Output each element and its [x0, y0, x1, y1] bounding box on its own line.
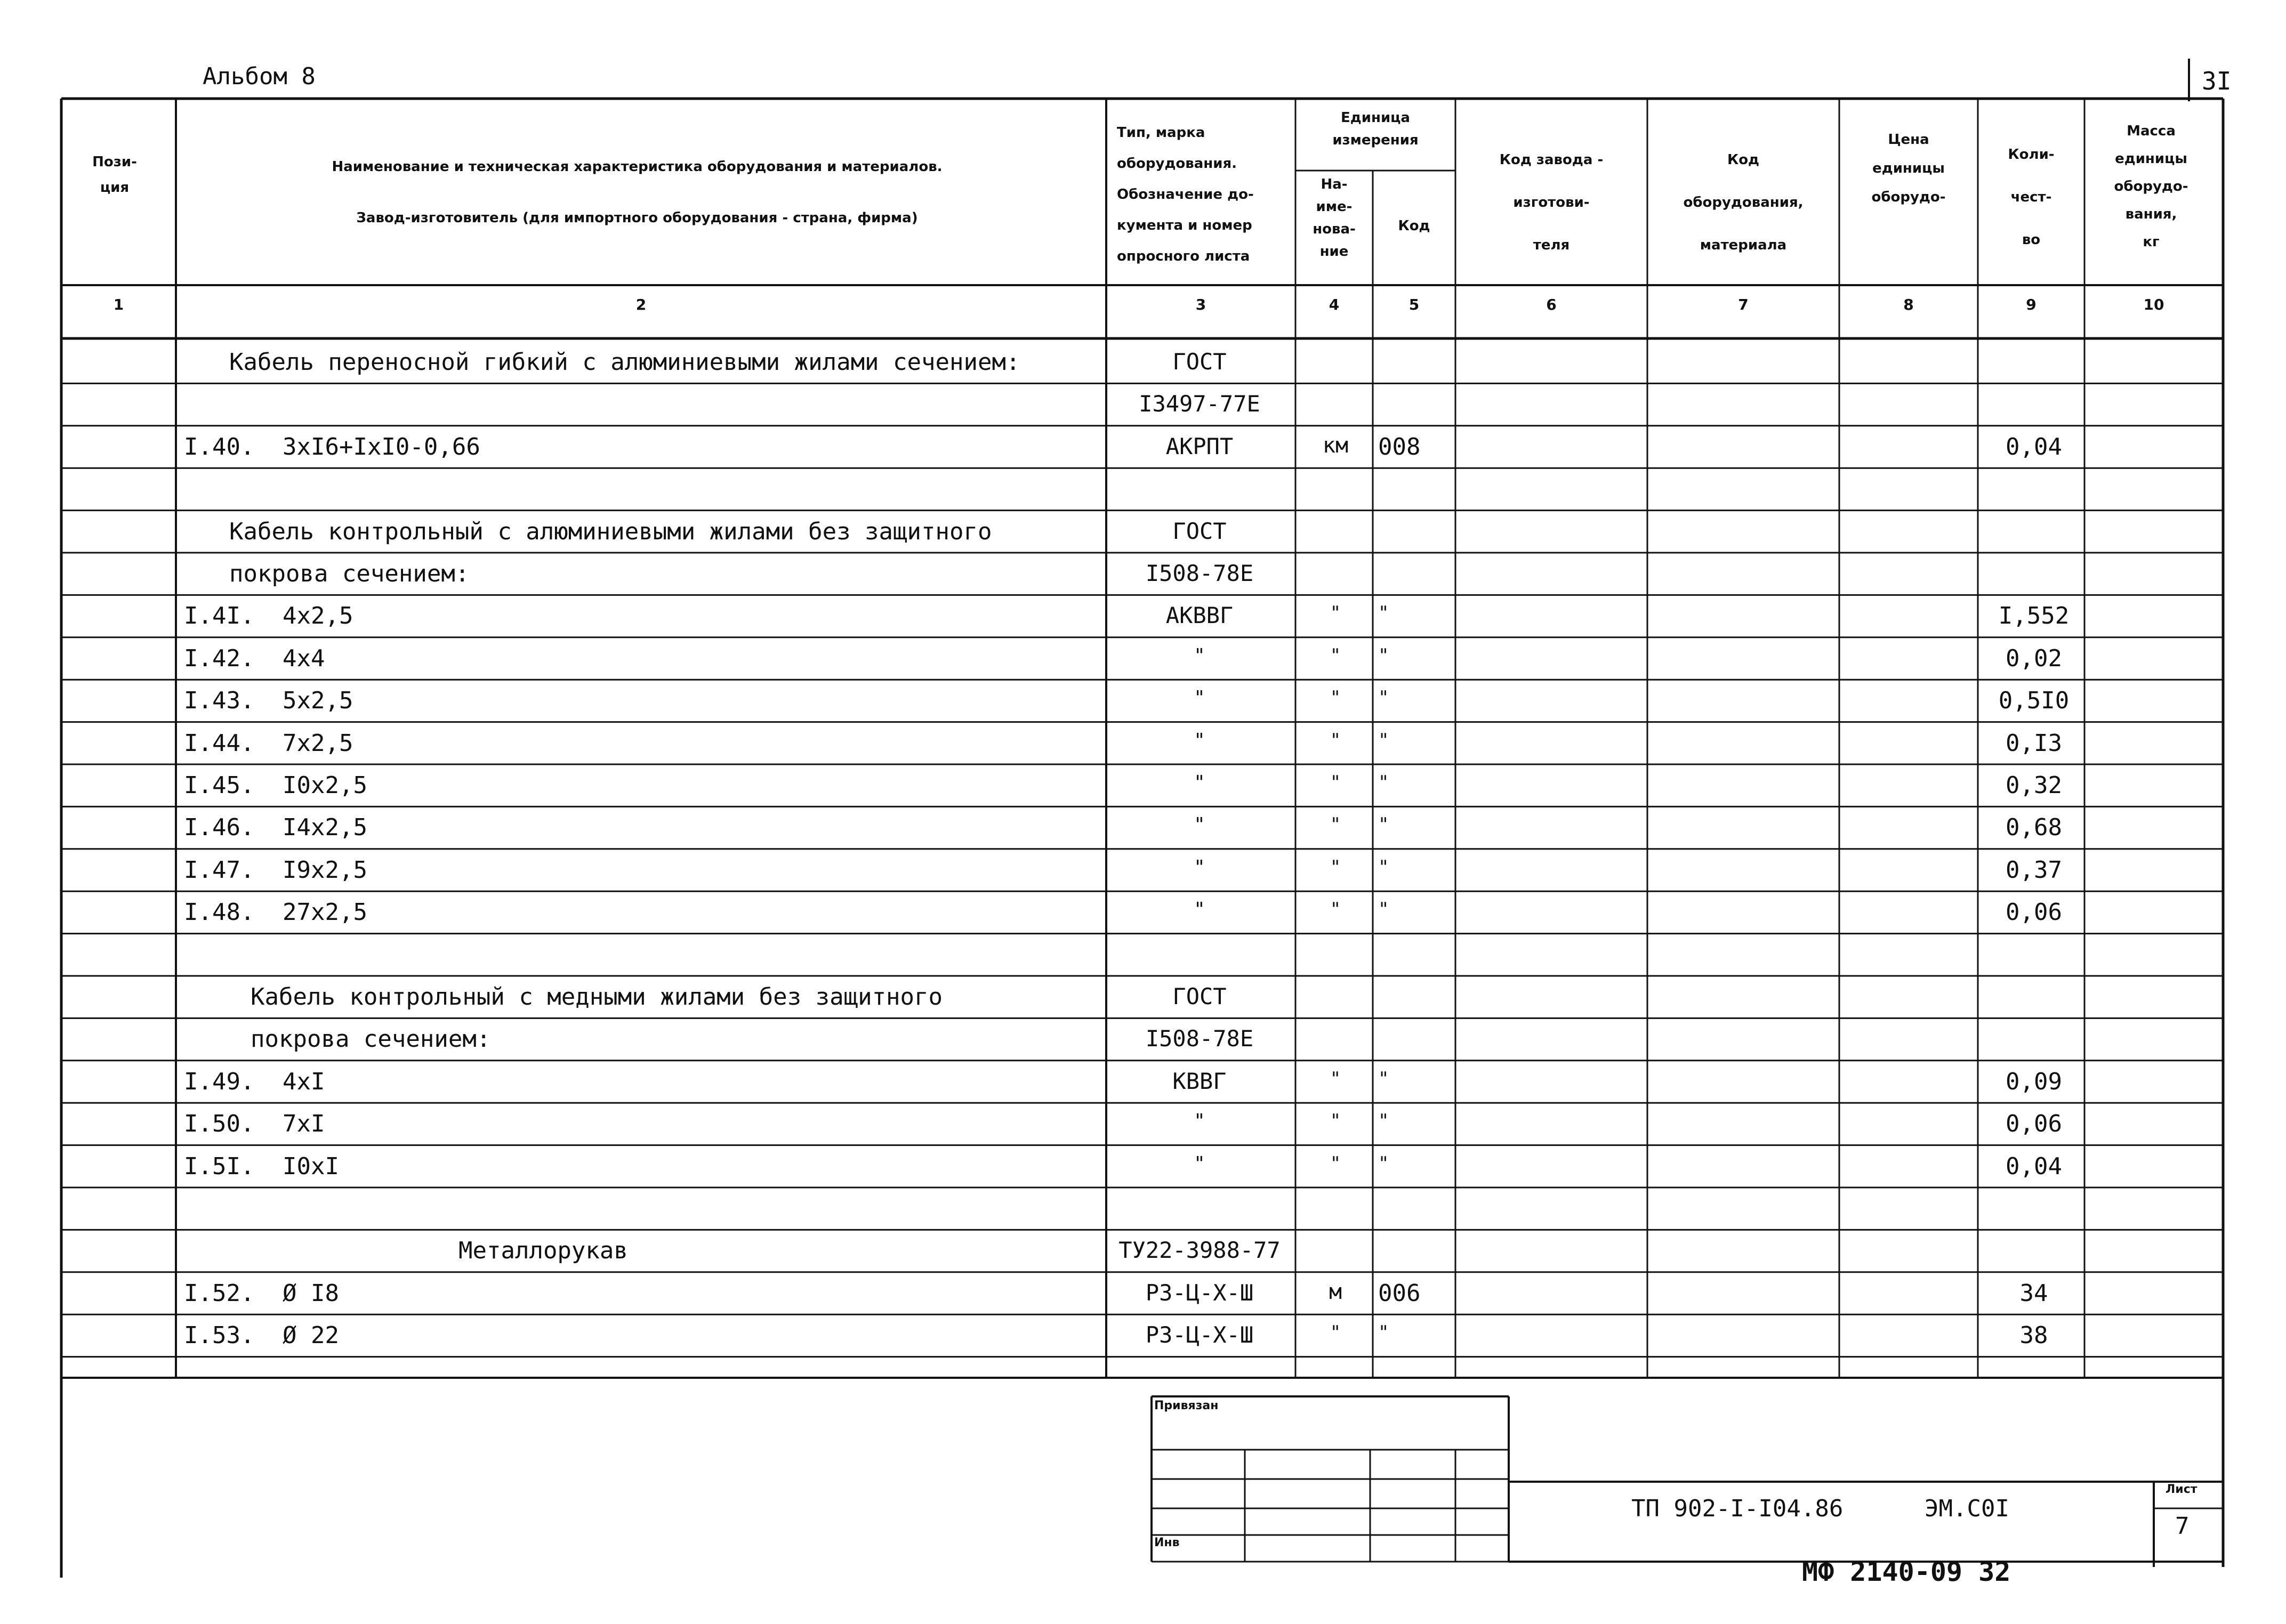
row-quantity: 0,02	[2006, 644, 2062, 672]
header-mass: Масса единицы оборудо- вания, кг	[2114, 123, 2188, 250]
row-position: I.42.	[184, 644, 255, 672]
row-name: I0xI	[283, 1152, 339, 1180]
row-quantity: 0,5I0	[1998, 687, 2070, 715]
column-number: 8	[1903, 296, 1914, 313]
row-type: "	[1194, 729, 1205, 752]
column-number: 5	[1408, 296, 1420, 313]
row-type: ГОСТ	[1172, 983, 1227, 1009]
row-position: I.40.	[184, 433, 255, 460]
row-unit: "	[1330, 856, 1341, 878]
row-type: "	[1194, 687, 1205, 709]
row-type: "	[1194, 899, 1205, 921]
sheet-number: 7	[2175, 1513, 2190, 1540]
header-quantity: Коли- чест- во	[2008, 147, 2055, 248]
row-type: ТУ22-3988-77	[1118, 1237, 1281, 1264]
row-unit: "	[1330, 814, 1341, 836]
header-name: Наименование и техническая характеристика оборудования и материалов. Завод-изготовитель (для импортного оборудования - страна, фирма)	[332, 159, 943, 226]
row-name: I9x2,5	[283, 856, 367, 884]
row-name: I0x2,5	[283, 772, 367, 799]
row-name: 4xI	[283, 1068, 325, 1095]
row-name: Металлорукав	[458, 1237, 628, 1265]
column-number: 4	[1329, 296, 1340, 313]
header-equipment-code: Код оборудования, материала	[1683, 152, 1804, 253]
row-position: I.45.	[184, 772, 255, 799]
page-number: 3I	[2202, 67, 2232, 95]
row-position: I.53.	[184, 1322, 255, 1350]
row-type: РЗ-Ц-Х-Ш	[1145, 1279, 1254, 1306]
row-type: "	[1194, 644, 1205, 667]
row-position: I.5I.	[184, 1152, 255, 1180]
sheet-code: ЭМ.С0I	[1925, 1495, 2009, 1522]
row-quantity: 0,06	[2006, 1110, 2062, 1138]
column-number: 3	[1195, 296, 1206, 313]
row-unit: "	[1330, 1322, 1341, 1344]
header-unit-name: На- име- нова- ние	[1313, 176, 1356, 260]
column-number: 1	[113, 296, 124, 313]
row-quantity: 0,06	[2006, 899, 2062, 926]
row-unit-code: "	[1378, 1152, 1389, 1174]
album-label: Альбом 8	[203, 63, 316, 90]
row-name: Ø 22	[283, 1322, 339, 1350]
row-unit: "	[1330, 1110, 1341, 1132]
header-unit: Единица измерения	[1332, 110, 1419, 148]
row-quantity: 0,37	[2006, 856, 2062, 884]
row-type: "	[1194, 814, 1205, 836]
row-unit-code: "	[1378, 814, 1389, 836]
row-name: Ø I8	[283, 1279, 339, 1307]
row-quantity: 0,04	[2006, 1152, 2062, 1180]
row-unit-code: "	[1378, 856, 1389, 878]
row-unit-code: "	[1378, 1068, 1389, 1089]
row-type: КВВГ	[1172, 1068, 1227, 1094]
row-type: I3497-77E	[1139, 391, 1260, 417]
row-type: I508-78E	[1145, 560, 1254, 586]
row-unit: "	[1330, 772, 1341, 793]
row-position: I.49.	[184, 1068, 255, 1095]
row-type: ГОСТ	[1172, 349, 1227, 375]
row-type: АКВВГ	[1165, 602, 1234, 629]
sheet-label: Лист	[2166, 1483, 2198, 1496]
row-quantity: 0,I3	[2006, 729, 2062, 757]
row-type: АКРПТ	[1165, 433, 1234, 459]
row-name: Кабель контрольный с алюминиевыми жилами без защитного	[229, 518, 992, 545]
row-unit-code: "	[1378, 899, 1389, 920]
row-type: "	[1194, 772, 1205, 794]
row-name: 5x2,5	[283, 687, 353, 715]
row-unit-code: "	[1378, 687, 1389, 709]
row-unit-code: 008	[1378, 433, 1421, 460]
row-quantity: 0,32	[2006, 772, 2062, 799]
row-type: РЗ-Ц-Х-Ш	[1145, 1322, 1254, 1348]
row-unit: "	[1330, 644, 1341, 666]
row-unit: "	[1330, 729, 1341, 751]
row-position: I.4I.	[184, 602, 255, 630]
row-name: 7xI	[283, 1110, 325, 1138]
row-quantity: 38	[2019, 1322, 2048, 1350]
row-unit: "	[1330, 1152, 1341, 1174]
row-name: 7x2,5	[283, 729, 353, 757]
row-type: "	[1194, 1152, 1205, 1175]
row-position: I.43.	[184, 687, 255, 715]
row-name: покрова сечением:	[229, 560, 470, 587]
row-unit: "	[1330, 1068, 1341, 1089]
row-type: I508-78E	[1145, 1025, 1254, 1052]
row-unit-code: "	[1378, 772, 1389, 793]
header-unit-code: Код	[1398, 218, 1430, 234]
row-quantity: 0,09	[2006, 1068, 2062, 1095]
row-name: Кабель контрольный с медными жилами без защитного	[251, 983, 943, 1011]
row-position: I.44.	[184, 729, 255, 757]
header-type: Тип, марка оборудования. Обозначение до- кумента и номер опросного листа	[1117, 125, 1254, 264]
row-name: 3xI6+IxI0-0,66	[283, 433, 480, 460]
column-number: 7	[1738, 296, 1749, 313]
column-number: 10	[2143, 296, 2164, 313]
row-unit: "	[1330, 602, 1341, 624]
row-position: I.46.	[184, 814, 255, 842]
row-unit: "	[1330, 899, 1341, 920]
row-unit-code: "	[1378, 602, 1389, 624]
row-unit-code: "	[1378, 1322, 1389, 1344]
bound-label: Привязан	[1154, 1399, 1219, 1412]
row-name: 4x2,5	[283, 602, 353, 630]
column-number: 6	[1546, 296, 1557, 313]
row-name: Кабель переносной гибкий с алюминиевыми жилами сечением:	[229, 349, 1020, 376]
row-type: "	[1194, 1110, 1205, 1133]
column-number: 9	[2026, 296, 2037, 313]
row-quantity: I,552	[1998, 602, 2070, 630]
row-quantity: 0,04	[2006, 433, 2062, 460]
header-factory-code: Код завода - изготови- теля	[1499, 152, 1604, 253]
row-quantity: 34	[2019, 1279, 2048, 1307]
archive-number: МФ 2140-09 32	[1802, 1556, 2011, 1587]
header-position: Пози- ция	[92, 154, 137, 196]
row-unit: "	[1330, 687, 1341, 709]
header-price: Цена единицы оборудо-	[1871, 132, 1946, 205]
row-position: I.50.	[184, 1110, 255, 1138]
row-unit-code: 006	[1378, 1279, 1421, 1307]
row-name: 4x4	[283, 644, 325, 672]
row-name: 27x2,5	[283, 899, 367, 926]
row-position: I.48.	[184, 899, 255, 926]
row-name: I4x2,5	[283, 814, 367, 842]
row-name: покрова сечением:	[251, 1025, 491, 1053]
row-quantity: 0,68	[2006, 814, 2062, 842]
row-type: "	[1194, 856, 1205, 878]
row-unit-code: "	[1378, 1110, 1389, 1132]
row-unit: км	[1322, 433, 1349, 458]
row-type: ГОСТ	[1172, 518, 1227, 544]
column-number: 2	[635, 296, 647, 313]
inventory-label: Инв	[1154, 1536, 1180, 1549]
row-unit: м	[1329, 1279, 1342, 1304]
row-position: I.47.	[184, 856, 255, 884]
row-position: I.52.	[184, 1279, 255, 1307]
row-unit-code: "	[1378, 729, 1389, 751]
document-code: ТП 902-I-I04.86	[1631, 1495, 1844, 1522]
row-unit-code: "	[1378, 644, 1389, 666]
